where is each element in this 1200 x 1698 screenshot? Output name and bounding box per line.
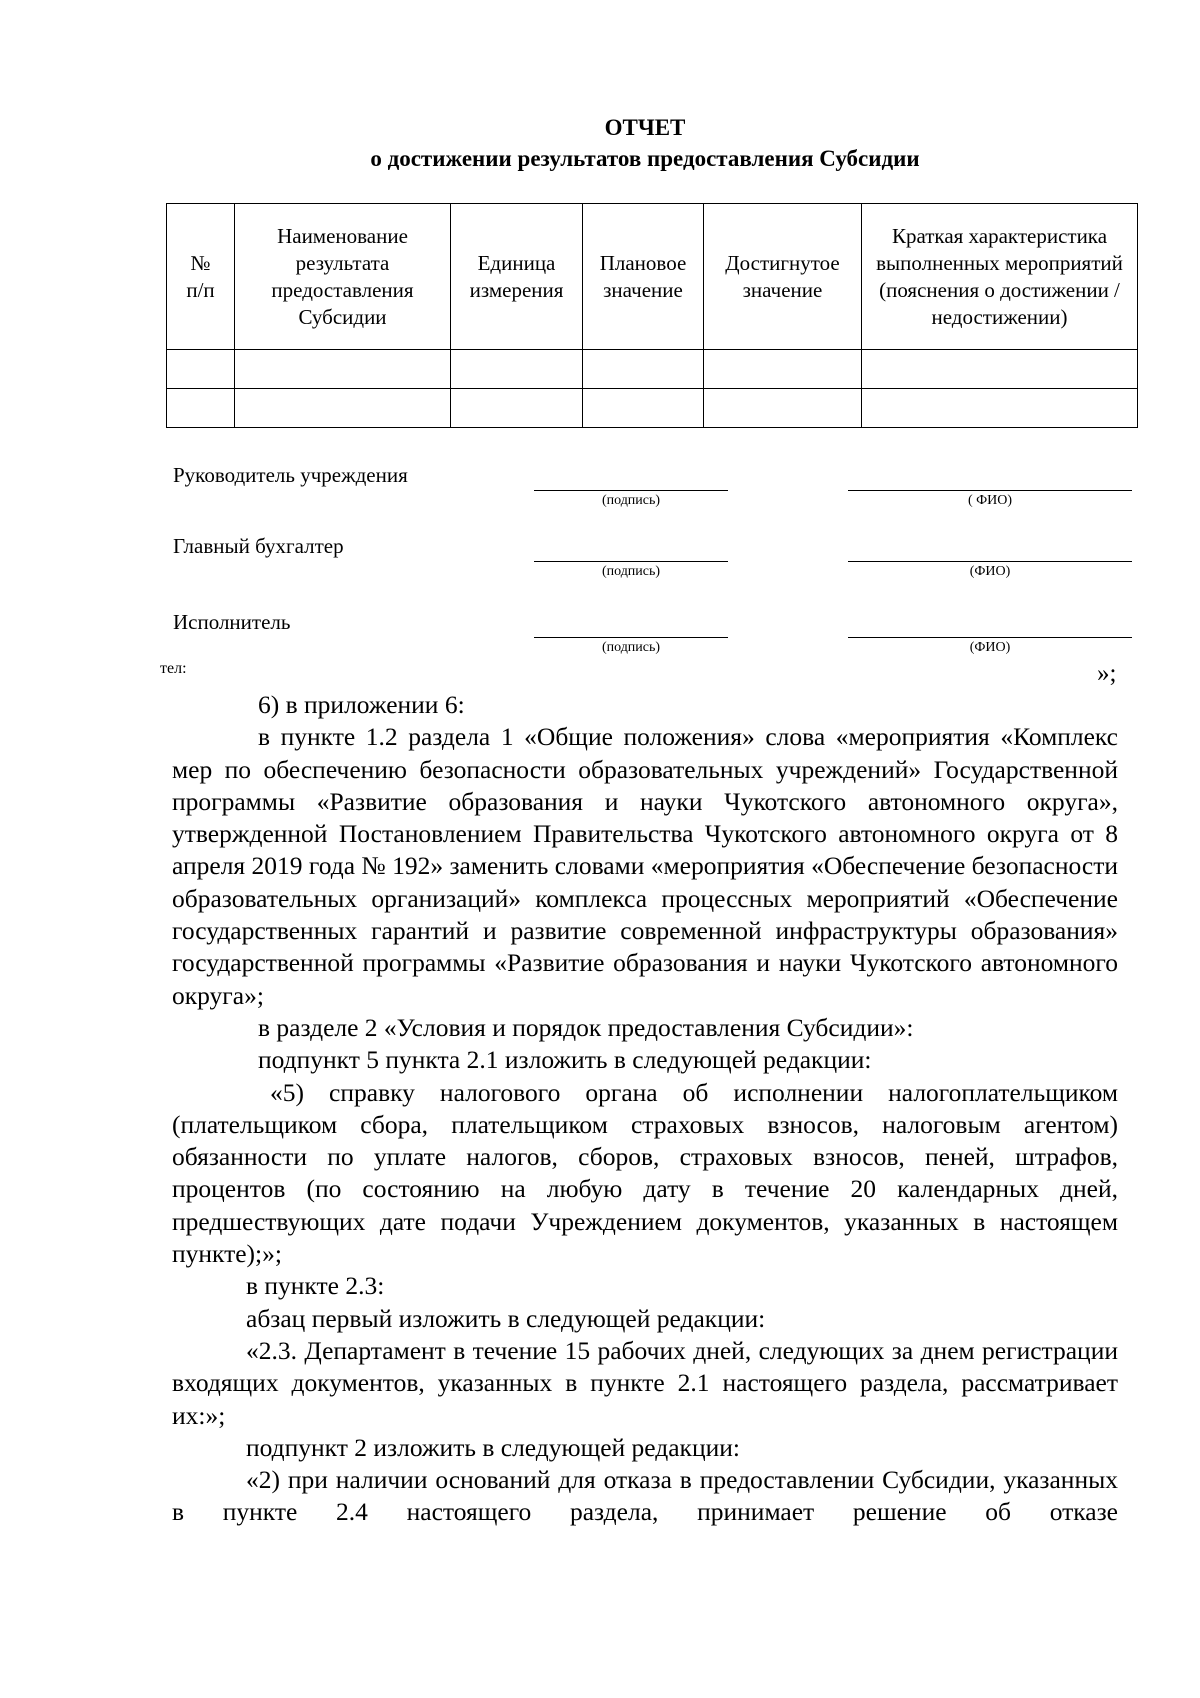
name-caption: (ФИО) (969, 640, 1011, 655)
table-cell (451, 389, 583, 428)
name-line (848, 490, 1132, 491)
signature-line (534, 490, 728, 491)
col-description-header: Краткая характеристика выполненных мероприятий (пояснения о достижении / недостижении) (862, 204, 1138, 350)
name-line (848, 637, 1132, 638)
paragraph: «2.3. Департамент в течение 15 рабочих дней, следующих за днем регистрации входящих документов, указанных в пункте 2.1 настоящего раздела, рассматривает их:»; (172, 1335, 1118, 1430)
paragraph: в пункте 1.2 раздела 1 «Общие положения» слова «мероприятия «Комплекс мер по обеспечению безопасности образовательных учреждений» Государственной программы «Развитие образования и науки Чукотского автономного округа», утвержденной Постановлением Правительства Чукотского автономного округа от 8 апреля 2019 года № 192» заменить словами «мероприятия «Обеспечение безопасности образовательных организаций» комплекса процессных мероприятий «Обеспечение государственных гарантий и развитие современной инфраструктуры образования» государственной программы «Развитие образования и науки Чукотского автономного округа»; (172, 722, 1119, 1010)
signature-label-executor: Исполнитель (173, 610, 291, 634)
table-cell (583, 350, 704, 389)
table-cell (704, 389, 862, 428)
report-title-block (0, 112, 1200, 174)
paragraph: в разделе 2 «Условия и порядок предоставления Субсидии»: (258, 1012, 914, 1042)
paragraph: абзац первый изложить в следующей редакции: (246, 1303, 766, 1333)
col-number-header: № п/п (167, 204, 235, 350)
paragraph: «2) при наличии оснований для отказа в предоставлении Субсидии, указанных в пункте 2.4 настоящего раздела, принимает решение об отказе (172, 1465, 1118, 1527)
table-row (167, 389, 1138, 428)
phone-label: тел: (160, 660, 187, 677)
col-unit-header: Единица измерения (451, 204, 583, 350)
signature-caption: (подпись) (601, 493, 661, 508)
paragraph: в пункте 2.3: (246, 1271, 385, 1301)
table-cell (167, 350, 235, 389)
table-cell (583, 389, 704, 428)
signature-label-director: Руководитель учреждения (173, 463, 408, 487)
table-cell (235, 350, 451, 389)
col-achieved-header: Достигнутое значение (704, 204, 862, 350)
signature-label-chief-accountant: Главный бухгалтер (173, 534, 344, 558)
signature-line (534, 637, 728, 638)
name-line (848, 561, 1132, 562)
table-cell (235, 389, 451, 428)
table-cell (862, 350, 1138, 389)
report-subtitle: о достижении результатов предоставления Субсидии (370, 146, 920, 171)
signature-caption: (подпись) (601, 640, 661, 655)
name-caption: ( ФИО) (967, 493, 1013, 508)
paragraph: подпункт 5 пункта 2.1 изложить в следующей редакции: (258, 1045, 872, 1075)
signature-line (534, 561, 728, 562)
document-body (172, 689, 1118, 1529)
paragraph: 6) в приложении 6: (258, 690, 465, 719)
paragraph: «5) справку налогового органа об исполнении налогоплательщиком (плательщиком сбора, плательщиком страховых взносов, налоговым агентом) обязанности по уплате налогов, сборов, страховых взносов, пеней, штрафов, процентов (по состоянию на любую дату в течение 20 календарных дней, предшествующих дате подачи Учреждением документов, указанных в настоящем пункте);»; (172, 1077, 1118, 1269)
table-row (167, 350, 1138, 389)
table-header-row (167, 204, 1138, 350)
report-title: ОТЧЕТ (604, 115, 686, 140)
closing-quote: »; (1097, 660, 1117, 687)
table-cell (167, 389, 235, 428)
results-table (166, 203, 1138, 428)
table-cell (451, 350, 583, 389)
col-planned-header: Плановое значение (583, 204, 704, 350)
table-cell (862, 389, 1138, 428)
col-result-name-header: Наименование результата предоставления Субсидии (235, 204, 451, 350)
name-caption: (ФИО) (969, 564, 1011, 579)
paragraph: подпункт 2 изложить в следующей редакции: (246, 1432, 740, 1462)
signature-caption: (подпись) (601, 564, 661, 579)
table-cell (704, 350, 862, 389)
